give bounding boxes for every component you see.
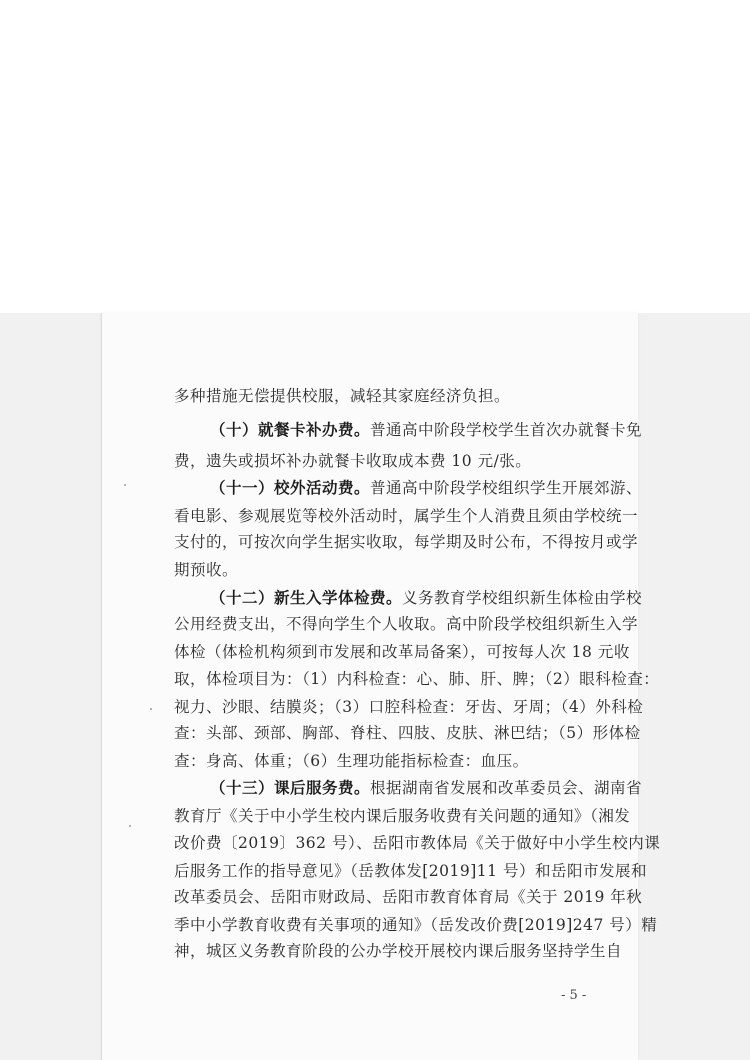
line-text: 取，体检项目为：（1）内科检查：心、肺、肝、脾；（2）眼科检查： (174, 670, 660, 688)
line-text: 季中小学教育收费有关事项的通知》（岳发改价费[2019]247 号）精 (174, 916, 658, 934)
line-text: 支付的，可按次向学生据实收取，每学期及时公布，不得按月或学 (174, 533, 639, 551)
page-number: - 5 - (561, 988, 587, 1003)
line-text: 费，遗失或损坏补办就餐卡收取成本费 10 元/张。 (174, 452, 532, 470)
text-line-1 (174, 386, 510, 406)
text-line-10 (174, 642, 630, 662)
text-line-12 (174, 697, 643, 717)
section-heading: （十一）校外活动费。 (210, 478, 371, 497)
scan-speck (150, 708, 152, 710)
text-line-4 (210, 478, 642, 498)
section-heading: （十二）新生入学体检费。 (210, 588, 403, 607)
line-text: 普通高中阶段学校组织学生开展郊游、 (370, 479, 643, 497)
line-text: 神，城区义务教育阶段的公办学校开展校内课后服务坚持学生自 (174, 942, 623, 960)
text-line-18 (174, 861, 647, 881)
line-text: 视力、沙眼、结膜炎；（3）口腔科检查：牙齿、牙周；（4）外科检 (174, 698, 644, 716)
text-line-16 (174, 806, 630, 826)
text-line-20 (174, 915, 657, 935)
section-heading: （十）就餐卡补办费。 (210, 420, 371, 439)
text-line-17 (174, 833, 660, 853)
text-line-2 (210, 420, 642, 440)
line-text: 改革委员会、岳阳市财政局、岳阳市教育体育局《关于 2019 年秋 (174, 888, 643, 906)
text-line-5 (174, 506, 638, 526)
text-line-8 (210, 588, 642, 608)
line-text: 体检（体检机构须到市发展和改革局备案），可按每人次 18 元收 (174, 643, 630, 661)
text-line-19 (174, 887, 642, 907)
line-text: 后服务工作的指导意见》（岳教体发[2019]11 号）和岳阳市发展和 (174, 862, 647, 880)
line-text: 改价费〔2019〕362 号）、岳阳市教体局《关于做好中小学生校内课 (174, 834, 661, 852)
text-line-21 (174, 941, 622, 961)
blank-top-area (0, 0, 750, 313)
scan-speck (129, 825, 131, 827)
text-line-14 (174, 751, 529, 771)
text-line-9 (174, 614, 638, 634)
line-text: 教育厅《关于中小学生校内课后服务收费有关问题的通知》（湘发 (174, 807, 631, 825)
line-text: 普通高中阶段学校学生首次办就餐卡免 (370, 421, 643, 439)
line-text: 查：头部、颈部、胸部、脊柱、四肢、皮肤、淋巴结；（5）形体检 (174, 724, 641, 742)
section-heading: （十三）课后服务费。 (210, 778, 371, 797)
line-text: 看电影、参观展览等校外活动时，属学生个人消费且须由学校统一 (174, 507, 639, 525)
text-line-6 (174, 532, 638, 552)
line-text: 根据湖南省发展和改革委员会、湖南省 (370, 779, 643, 797)
text-line-7 (174, 560, 238, 580)
line-text: 期预收。 (174, 561, 239, 579)
line-text: 义务教育学校组织新生体检由学校 (402, 589, 643, 607)
text-line-15 (210, 778, 642, 798)
text-line-3 (174, 451, 531, 471)
scan-speck (124, 484, 126, 486)
line-text: 公用经费支出，不得向学生个人收取。高中阶段学校组织新生入学 (174, 615, 639, 633)
text-line-11 (174, 669, 659, 689)
line-text: 查：身高、体重；（6）生理功能指标检查：血压。 (174, 752, 529, 770)
line-text: 多种措施无偿提供校服，减轻其家庭经济负担。 (174, 387, 511, 405)
text-line-13 (174, 723, 641, 743)
